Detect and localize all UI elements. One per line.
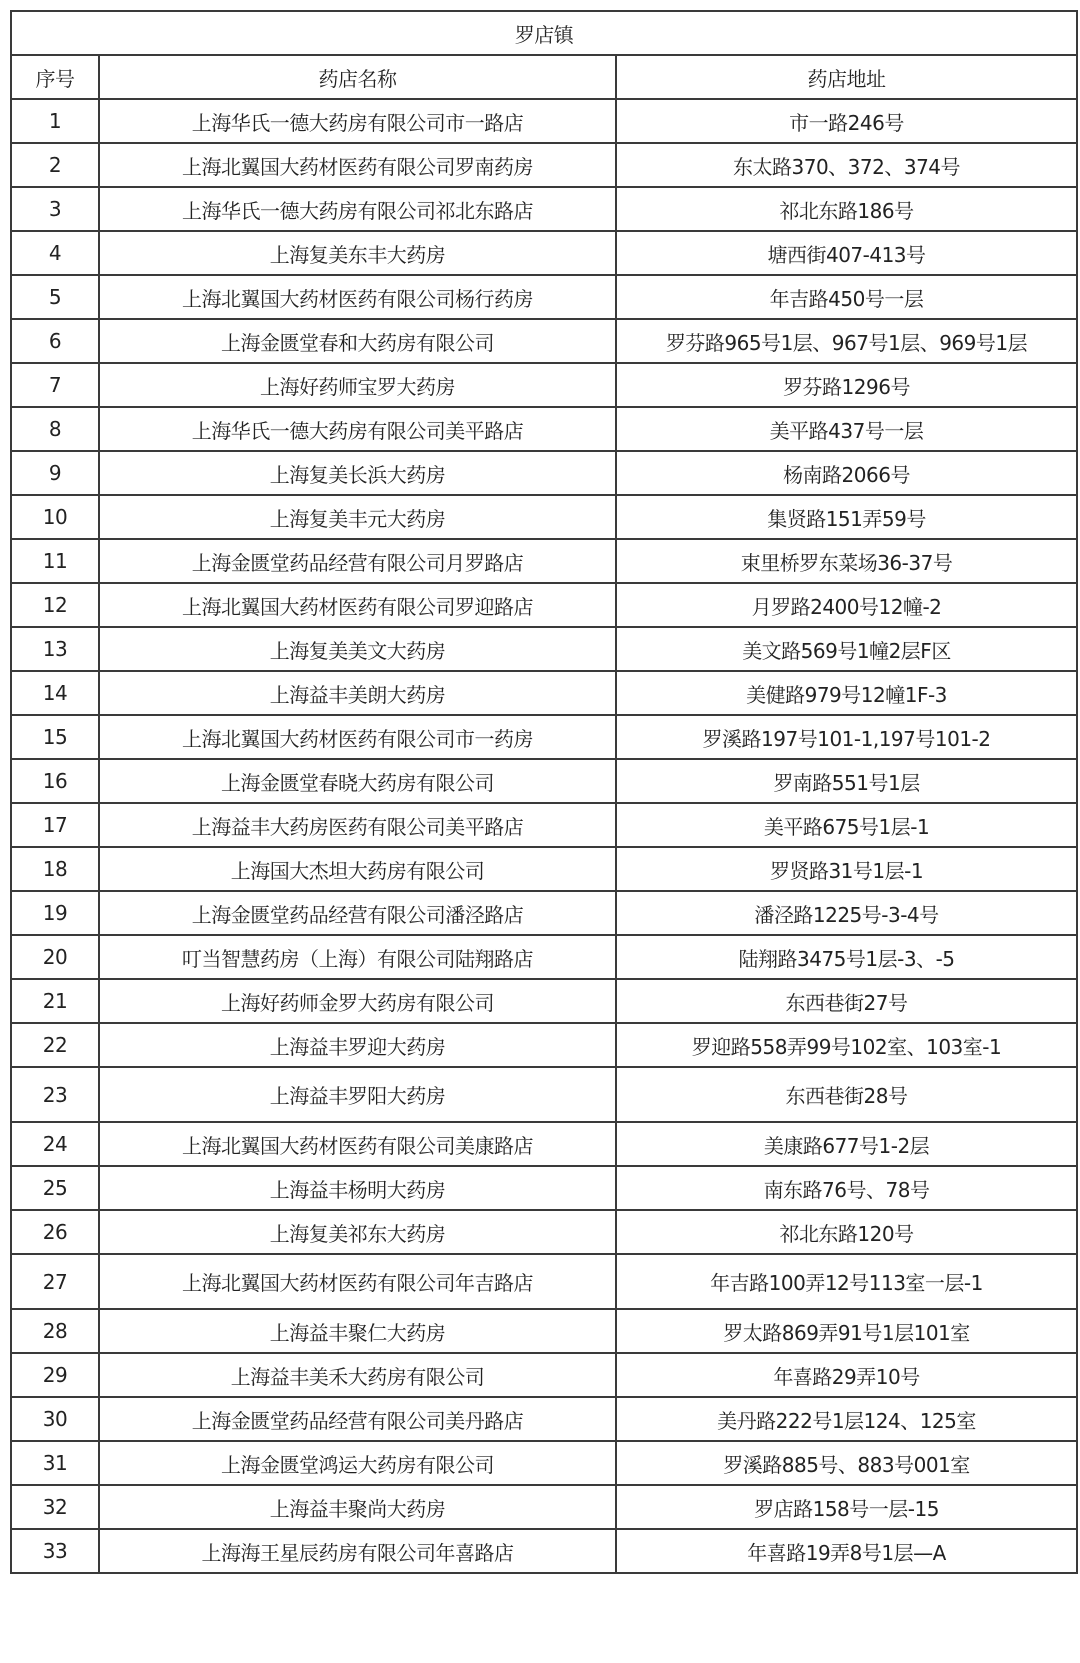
table-row [11,891,1077,935]
table-row [11,1166,1077,1210]
pharmacy-address: 罗溪路885号、883号001室 [616,1441,1077,1485]
pharmacy-address: 市一路246号 [616,99,1077,143]
table-row [11,627,1077,671]
row-index: 27 [11,1254,99,1309]
table-row [11,671,1077,715]
row-index: 33 [11,1529,99,1573]
table-row [11,1254,1077,1309]
row-index: 23 [11,1067,99,1122]
row-index: 22 [11,1023,99,1067]
table-row [11,99,1077,143]
table-row [11,275,1077,319]
pharmacy-name: 上海复美祁东大药房 [99,1210,616,1254]
pharmacy-address: 罗芬路1296号 [616,363,1077,407]
pharmacy-address: 杨南路2066号 [616,451,1077,495]
pharmacy-address: 罗店路158号一层-15 [616,1485,1077,1529]
header-pharmacy-name: 药店名称 [99,55,616,99]
table-row [11,1122,1077,1166]
row-index: 29 [11,1353,99,1397]
pharmacy-name: 上海益丰聚仁大药房 [99,1309,616,1353]
pharmacy-name: 上海海王星辰药房有限公司年喜路店 [99,1529,616,1573]
pharmacy-address: 塘西街407-413号 [616,231,1077,275]
table-row [11,143,1077,187]
pharmacy-name: 上海北翼国大药材医药有限公司美康路店 [99,1122,616,1166]
pharmacy-name: 上海北翼国大药材医药有限公司市一药房 [99,715,616,759]
table-row [11,1441,1077,1485]
row-index: 30 [11,1397,99,1441]
table-row [11,231,1077,275]
pharmacy-name: 上海北翼国大药材医药有限公司罗南药房 [99,143,616,187]
pharmacy-address: 年喜路19弄8号1层—A [616,1529,1077,1573]
row-index: 10 [11,495,99,539]
pharmacy-address: 东太路370、372、374号 [616,143,1077,187]
pharmacy-name: 上海金匮堂药品经营有限公司美丹路店 [99,1397,616,1441]
row-index: 3 [11,187,99,231]
pharmacy-name: 上海北翼国大药材医药有限公司罗迎路店 [99,583,616,627]
pharmacy-name: 上海金匮堂鸿运大药房有限公司 [99,1441,616,1485]
table-row [11,935,1077,979]
pharmacy-address: 陆翔路3475号1层-3、-5 [616,935,1077,979]
table-title-row [11,11,1077,55]
pharmacy-name: 上海金匮堂春和大药房有限公司 [99,319,616,363]
table-row [11,847,1077,891]
table-row [11,583,1077,627]
pharmacy-address: 年吉路450号一层 [616,275,1077,319]
row-index: 11 [11,539,99,583]
pharmacy-name: 上海国大杰坦大药房有限公司 [99,847,616,891]
row-index: 12 [11,583,99,627]
header-pharmacy-address: 药店地址 [616,55,1077,99]
table-row [11,319,1077,363]
pharmacy-name: 上海好药师宝罗大药房 [99,363,616,407]
row-index: 28 [11,1309,99,1353]
pharmacy-name: 上海复美丰元大药房 [99,495,616,539]
pharmacy-name: 上海复美长浜大药房 [99,451,616,495]
table-row [11,495,1077,539]
pharmacy-name: 上海益丰大药房医药有限公司美平路店 [99,803,616,847]
pharmacy-address: 罗太路869弄91号1层101室 [616,1309,1077,1353]
row-index: 5 [11,275,99,319]
pharmacy-address: 月罗路2400号12幢-2 [616,583,1077,627]
pharmacy-name: 上海金匮堂春晓大药房有限公司 [99,759,616,803]
pharmacy-name: 叮当智慧药房（上海）有限公司陆翔路店 [99,935,616,979]
row-index: 17 [11,803,99,847]
pharmacy-address: 罗迎路558弄99号102室、103室-1 [616,1023,1077,1067]
pharmacy-address: 美健路979号12幢1F-3 [616,671,1077,715]
row-index: 15 [11,715,99,759]
row-index: 24 [11,1122,99,1166]
pharmacy-name: 上海金匮堂药品经营有限公司潘泾路店 [99,891,616,935]
table-row [11,407,1077,451]
pharmacy-name: 上海益丰美朗大药房 [99,671,616,715]
table-row [11,451,1077,495]
row-index: 13 [11,627,99,671]
pharmacy-name: 上海益丰杨明大药房 [99,1166,616,1210]
table-row [11,187,1077,231]
table-row [11,1353,1077,1397]
pharmacy-address: 集贤路151弄59号 [616,495,1077,539]
table-row [11,539,1077,583]
pharmacy-address: 罗芬路965号1层、967号1层、969号1层 [616,319,1077,363]
pharmacy-name: 上海益丰罗阳大药房 [99,1067,616,1122]
row-index: 2 [11,143,99,187]
pharmacy-address: 南东路76号、78号 [616,1166,1077,1210]
pharmacy-address: 潘泾路1225号-3-4号 [616,891,1077,935]
table-row [11,1067,1077,1122]
pharmacy-address: 罗贤路31号1层-1 [616,847,1077,891]
table-row [11,1210,1077,1254]
table-title: 罗店镇 [11,11,1077,55]
pharmacy-name: 上海益丰罗迎大药房 [99,1023,616,1067]
pharmacy-table [10,10,1078,1574]
pharmacy-address: 美平路675号1层-1 [616,803,1077,847]
pharmacy-address: 罗溪路197号101-1,197号101-2 [616,715,1077,759]
row-index: 19 [11,891,99,935]
pharmacy-name: 上海北翼国大药材医药有限公司杨行药房 [99,275,616,319]
pharmacy-address: 美康路677号1-2层 [616,1122,1077,1166]
row-index: 14 [11,671,99,715]
pharmacy-address: 祁北东路120号 [616,1210,1077,1254]
pharmacy-name: 上海复美美文大药房 [99,627,616,671]
row-index: 25 [11,1166,99,1210]
row-index: 32 [11,1485,99,1529]
table-row [11,363,1077,407]
pharmacy-address: 祁北东路186号 [616,187,1077,231]
row-index: 18 [11,847,99,891]
table-row [11,759,1077,803]
pharmacy-address: 东西巷街28号 [616,1067,1077,1122]
row-index: 6 [11,319,99,363]
row-index: 20 [11,935,99,979]
pharmacy-name: 上海华氏一德大药房有限公司祁北东路店 [99,187,616,231]
row-index: 21 [11,979,99,1023]
pharmacy-name: 上海复美东丰大药房 [99,231,616,275]
pharmacy-name: 上海益丰聚尚大药房 [99,1485,616,1529]
table-row [11,1023,1077,1067]
table-row [11,979,1077,1023]
row-index: 26 [11,1210,99,1254]
pharmacy-address: 美文路569号1幢2层F区 [616,627,1077,671]
table-row [11,1485,1077,1529]
table-row [11,1529,1077,1573]
row-index: 16 [11,759,99,803]
table-row [11,715,1077,759]
pharmacy-name: 上海华氏一德大药房有限公司美平路店 [99,407,616,451]
header-index: 序号 [11,55,99,99]
pharmacy-address: 罗南路551号1层 [616,759,1077,803]
row-index: 4 [11,231,99,275]
pharmacy-name: 上海益丰美禾大药房有限公司 [99,1353,616,1397]
table-row [11,803,1077,847]
row-index: 9 [11,451,99,495]
pharmacy-address: 美丹路222号1层124、125室 [616,1397,1077,1441]
table-row [11,1309,1077,1353]
pharmacy-name: 上海北翼国大药材医药有限公司年吉路店 [99,1254,616,1309]
pharmacy-address: 东西巷街27号 [616,979,1077,1023]
pharmacy-name: 上海好药师金罗大药房有限公司 [99,979,616,1023]
row-index: 7 [11,363,99,407]
pharmacy-address: 年吉路100弄12号113室一层-1 [616,1254,1077,1309]
pharmacy-name: 上海华氏一德大药房有限公司市一路店 [99,99,616,143]
pharmacy-address: 束里桥罗东菜场36-37号 [616,539,1077,583]
row-index: 31 [11,1441,99,1485]
table-row [11,1397,1077,1441]
pharmacy-address: 美平路437号一层 [616,407,1077,451]
pharmacy-address: 年喜路29弄10号 [616,1353,1077,1397]
table-header-row [11,55,1077,99]
table-body [11,99,1077,1573]
row-index: 1 [11,99,99,143]
row-index: 8 [11,407,99,451]
pharmacy-name: 上海金匮堂药品经营有限公司月罗路店 [99,539,616,583]
